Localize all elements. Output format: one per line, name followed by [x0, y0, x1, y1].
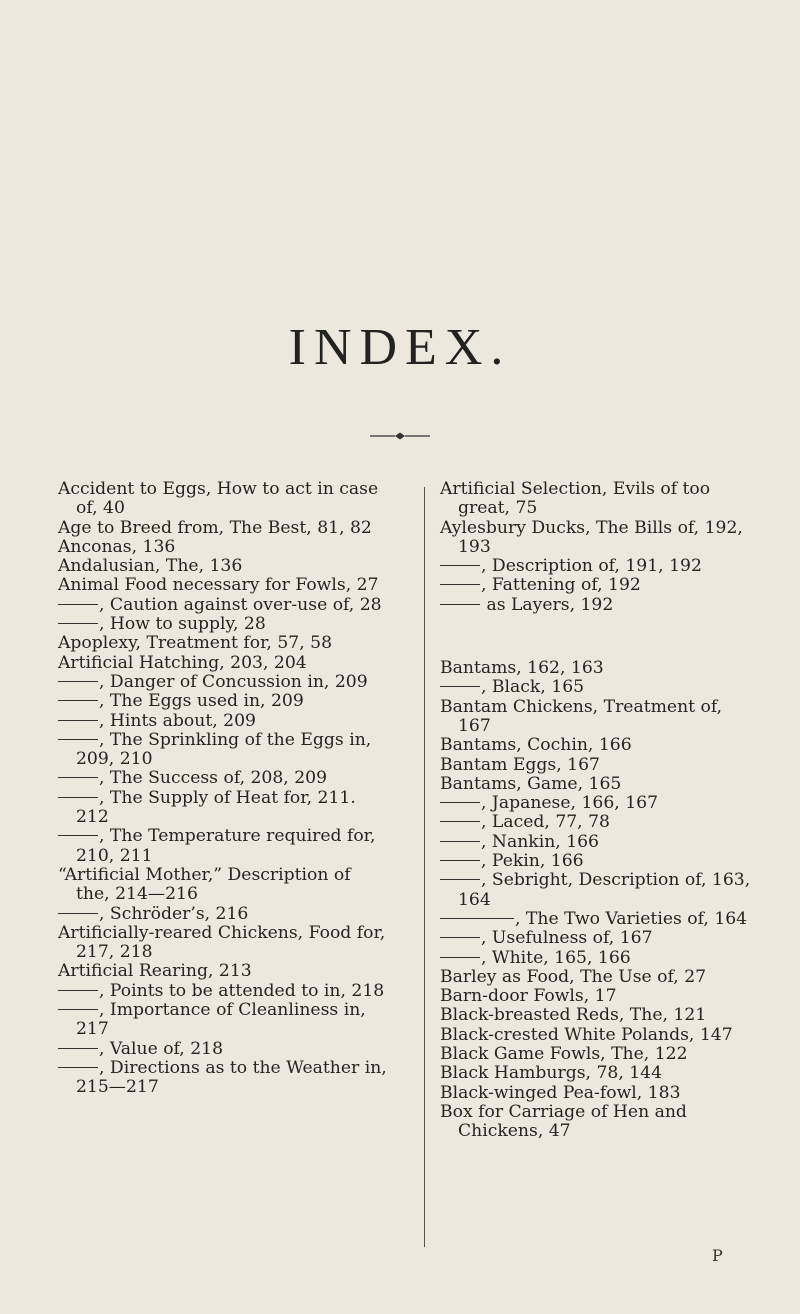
index-entry-text: , Black, 165 — [481, 677, 585, 698]
index-entry-text: , Pekin, 166 — [481, 851, 584, 872]
index-entry-text: Barley as Food, The Use of, 27 — [440, 966, 707, 987]
index-entry — [58, 866, 388, 905]
index-entry-text: , Hints about, 209 — [99, 710, 256, 731]
index-subentry — [440, 871, 760, 910]
index-entry-text: as Layers, 192 — [481, 594, 614, 615]
index-subentry — [58, 982, 388, 1001]
index-entry-text: , Points to be attended to in, 218 — [99, 980, 385, 1001]
index-entry-text: , The Eggs used in, 209 — [99, 691, 304, 712]
ditto-dash — [440, 860, 480, 861]
ornament-divider — [370, 432, 430, 440]
index-subentry — [58, 731, 388, 770]
ditto-dash — [58, 797, 98, 798]
index-entry-text: Age to Breed from, The Best, 81, 82 — [58, 517, 372, 538]
index-entry-text: , The Sprinkling of the Eggs in, 209, 210 — [76, 729, 372, 770]
index-entry-text: , The Temperature required for, 210, 211 — [76, 826, 376, 866]
ditto-dash — [58, 835, 98, 836]
index-entry-text: Apoplexy, Treatment for, 57, 58 — [58, 633, 333, 654]
index-entry — [58, 924, 388, 963]
index-subentry — [58, 692, 388, 711]
index-entry-text: , Japanese, 166, 167 — [481, 793, 659, 814]
index-entry — [440, 1064, 760, 1083]
index-entry-text: Barn-door Fowls, 17 — [440, 986, 617, 1007]
index-entry-text: , Caution against over-use of, 28 — [99, 594, 382, 615]
index-subentry — [58, 673, 388, 692]
index-subentry — [440, 929, 760, 948]
index-entry — [58, 538, 388, 557]
index-entry — [440, 756, 760, 775]
index-entry — [440, 1026, 760, 1045]
ditto-dash — [58, 1048, 98, 1049]
index-subentry — [440, 852, 760, 871]
index-entry-text: Black-winged Pea-fowl, 183 — [440, 1082, 681, 1103]
index-entry-text: , Description of, 191, 192 — [481, 556, 702, 577]
ditto-dash — [58, 700, 98, 701]
index-entry — [58, 519, 388, 538]
index-entry-text: “Artificial Mother,” Description of the, 214—216 — [58, 864, 351, 905]
index-entry-text: Accident to Eggs, How to act in case of, 40 — [58, 479, 379, 519]
index-entry-text: Bantam Eggs, 167 — [440, 754, 600, 775]
ditto-dash — [440, 604, 480, 605]
index-entry-text: Bantams, 162, 163 — [440, 658, 604, 679]
index-entry-text: Animal Food necessary for Fowls, 27 — [58, 575, 379, 596]
page-title: INDEX. — [288, 319, 512, 376]
group-gap — [440, 615, 760, 659]
index-entry — [440, 1103, 760, 1142]
ditto-dash — [440, 821, 480, 822]
index-entry-text: , Directions as to the Weather in, 215—217 — [76, 1057, 387, 1098]
index-subentry — [58, 596, 388, 615]
index-subentry — [440, 596, 760, 615]
index-group-a — [440, 480, 760, 615]
index-entry-text: Black-breasted Reds, The, 121 — [440, 1005, 707, 1026]
index-entry — [58, 480, 388, 519]
index-entry-text: , Usefulness of, 167 — [481, 928, 653, 949]
ditto-dash — [440, 584, 480, 585]
index-entry-text: Bantams, Cochin, 166 — [440, 735, 632, 756]
index-entry — [58, 576, 388, 595]
index-subentry — [58, 827, 388, 866]
ditto-dash — [58, 1009, 98, 1010]
signature-mark: P — [712, 1246, 723, 1265]
index-entry — [440, 736, 760, 755]
index-entry-text: Artificially-reared Chickens, Food for, 217, 218 — [58, 922, 386, 963]
index-entry-text: , Fattening of, 192 — [481, 575, 641, 596]
ditto-dash — [440, 879, 480, 880]
index-group-b — [440, 659, 760, 1141]
index-entry-text: , How to supply, 28 — [99, 614, 266, 635]
ditto-dash — [58, 720, 98, 721]
index-entry — [440, 987, 760, 1006]
index-subentry — [440, 794, 760, 813]
index-subentry — [58, 905, 388, 924]
index-entry-text: , Schröder’s, 216 — [99, 903, 249, 924]
index-subentry — [440, 949, 760, 968]
index-entry-text: Artificial Rearing, 213 — [58, 961, 252, 982]
ditto-dash — [58, 777, 98, 778]
index-column-right — [440, 480, 760, 1142]
index-subentry — [440, 557, 760, 576]
index-entry — [440, 480, 760, 519]
index-subentry — [58, 769, 388, 788]
index-entry — [58, 634, 388, 653]
index-entry-text: , Sebright, Description of, 163, 164 — [458, 870, 751, 910]
index-subentry — [440, 833, 760, 852]
index-entry — [440, 1084, 760, 1103]
index-entry-text: , The Two Varieties of, 164 — [515, 908, 748, 929]
index-entry-text: Aylesbury Ducks, The Bills of, 192, 193 — [440, 517, 743, 557]
ditto-dash — [58, 604, 98, 605]
index-subentry — [58, 1001, 388, 1040]
index-column-left — [58, 480, 388, 1098]
index-subentry — [58, 1059, 388, 1098]
index-subentry — [440, 910, 760, 929]
ditto-dash — [58, 681, 98, 682]
index-entry — [440, 698, 760, 737]
index-entry — [58, 557, 388, 576]
index-subentry — [440, 813, 760, 832]
index-entry — [440, 1045, 760, 1064]
index-subentry — [58, 712, 388, 731]
index-entry — [58, 654, 388, 673]
index-entry — [58, 962, 388, 981]
index-entry-text: Bantam Chickens, Treatment of, 167 — [440, 696, 723, 736]
index-subentry — [440, 678, 760, 697]
index-entry-text: , White, 165, 166 — [481, 947, 631, 968]
index-entry-text: Black Game Fowls, The, 122 — [440, 1044, 688, 1065]
index-subentry — [58, 615, 388, 634]
column-divider — [424, 487, 425, 1247]
index-entry-text: , The Supply of Heat for, 211. 212 — [76, 787, 356, 828]
index-entry-text: Anconas, 136 — [58, 536, 176, 557]
ditto-dash — [440, 841, 480, 842]
ditto-dash — [440, 802, 480, 803]
index-subentry — [58, 789, 388, 828]
index-entry — [440, 659, 760, 678]
ditto-dash — [58, 990, 98, 991]
index-entry — [440, 775, 760, 794]
index-entry-text: Artificial Hatching, 203, 204 — [58, 652, 307, 673]
ditto-dash — [58, 739, 98, 740]
index-entry-text: , Nankin, 166 — [481, 831, 599, 852]
ditto-dash — [58, 913, 98, 914]
ditto-dash — [58, 623, 98, 624]
index-entry-text: Black Hamburgs, 78, 144 — [440, 1063, 663, 1084]
index-entry-text: Bantams, Game, 165 — [440, 773, 622, 794]
index-subentry — [440, 576, 760, 595]
index-entry-text: , Importance of Cleanliness in, 217 — [76, 1000, 366, 1040]
ditto-dash — [440, 957, 480, 958]
index-entry-text: , Danger of Concussion in, 209 — [99, 671, 368, 692]
index-entry — [440, 1006, 760, 1025]
ditto-dash — [440, 937, 480, 938]
index-entry — [440, 519, 760, 558]
index-entry-text: Andalusian, The, 136 — [58, 556, 243, 577]
ditto-dash — [440, 918, 514, 919]
index-entry-text: Box for Carriage of Hen and Chickens, 47 — [440, 1101, 687, 1142]
index-entry-text: , The Success of, 208, 209 — [99, 768, 328, 789]
index-entry-text: , Laced, 77, 78 — [481, 812, 610, 833]
index-entry-text: , Value of, 218 — [99, 1038, 224, 1059]
index-subentry — [58, 1040, 388, 1059]
ditto-dash — [440, 565, 480, 566]
index-entry-text: Black-crested White Polands, 147 — [440, 1024, 733, 1045]
ditto-dash — [440, 686, 480, 687]
ditto-dash — [58, 1067, 98, 1068]
index-entry-text: Artificial Selection, Evils of too great, 75 — [440, 479, 711, 519]
index-entry — [440, 968, 760, 987]
